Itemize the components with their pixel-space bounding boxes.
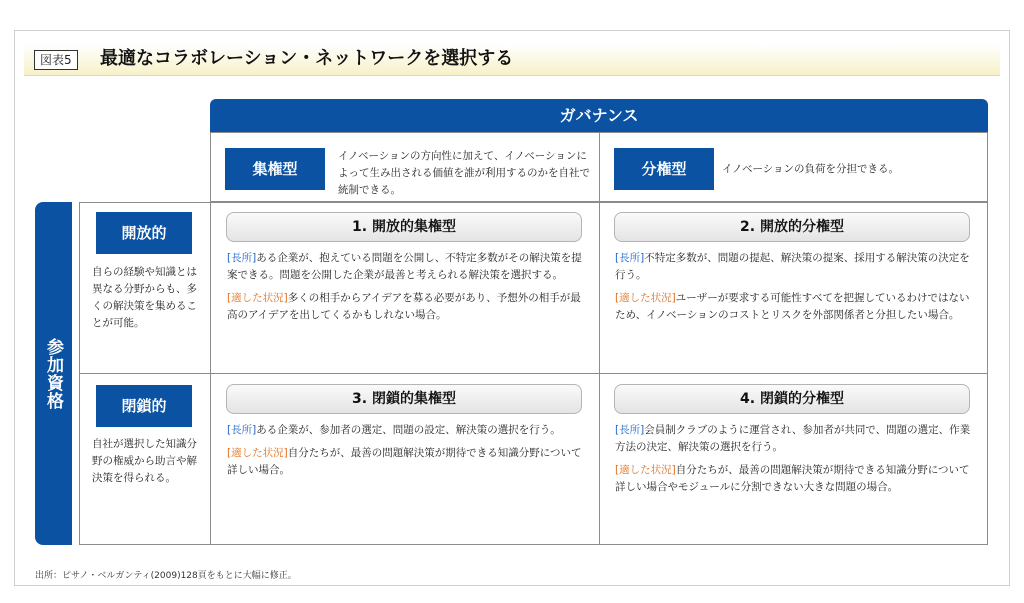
pro-text: ある企業が、抱えている問題を公開し、不特定多数がその解決策を提案できる。問題を公開した企業が最善と考えられる解決策を選択する。 [227, 252, 582, 281]
column-desc-decentralized: イノベーションの負荷を分担できる。 [722, 163, 900, 175]
fit-text: 自分たちが、最善の問題解決策が期待できる知識分野について詳しい場合やモジュールに分割できない大きな問題の場合。 [615, 464, 970, 493]
pro-text: ある企業が、参加者の選定、問題の設定、解決策の選択を行う。 [256, 424, 561, 436]
source-note: 出所：ピサノ・ベルガンティ(2009)128頁をもとに大幅に修正。 [35, 571, 297, 581]
quadrant-title: 4. 閉鎖的分権型 [614, 384, 970, 414]
quadrant-body [615, 250, 975, 330]
pro-label: [長所] [615, 424, 645, 436]
quadrant-title: 1. 開放的集権型 [226, 212, 582, 242]
fit-text: 多くの相手からアイデアを募る必要があり、予想外の相手が最高のアイデアを出してくるかもしれない場合。 [227, 292, 581, 321]
pro-label: [長所] [227, 252, 257, 264]
row-tag-open: 開放的 [96, 212, 192, 254]
quadrant-title: 2. 開放的分権型 [614, 212, 970, 242]
quadrant-body [227, 422, 587, 485]
row-desc-open: 自らの経験や知識とは異なる分野からも、多くの解決策を集めることが可能。 [92, 266, 197, 329]
pro-text: 不特定多数が、問題の提起、解決策の提案、採用する解決策の決定を行う。 [615, 252, 970, 281]
row-tag-closed: 閉鎖的 [96, 385, 192, 427]
pro-text: 会員制クラブのように運営され、参加者が共同で、問題の選定、作業方法の決定、解決策の選択を行う。 [615, 424, 971, 453]
column-desc-centralized: イノベーションの方向性に加えて、イノベーションによって生み出される価値を誰が利用するのかを自社で統制できる。 [338, 150, 590, 196]
quadrant-body [227, 250, 587, 330]
fit-text: 自分たちが、最善の問題解決策が期待できる知識分野について詳しい場合。 [227, 447, 582, 476]
fit-text: ユーザーが要求する可能性すべてを把握しているわけではないため、イノベーションのコストとリスクを外部関係者と分担したい場合。 [615, 292, 970, 321]
fit-label: [適した状況] [615, 292, 676, 304]
column-tag-centralized: 集権型 [225, 148, 325, 190]
participation-label [35, 202, 72, 545]
column-tag-decentralized: 分権型 [614, 148, 714, 190]
quadrant-body [615, 422, 975, 502]
quadrant-title: 3. 閉鎖的集権型 [226, 384, 582, 414]
figure-title: 最適なコラボレーション・ネットワークを選択する [100, 48, 514, 69]
pro-label: [長所] [615, 252, 645, 264]
fit-label: [適した状況] [615, 464, 676, 476]
pro-label: [長所] [227, 424, 257, 436]
row-desc-closed: 自社が選択した知識分野の権威から助言や解決策を得られる。 [92, 438, 197, 484]
governance-header: ガバナンス [210, 99, 988, 132]
participation-label-text: 参加資格 [43, 337, 63, 410]
fit-label: [適した状況] [227, 447, 288, 459]
fit-label: [適した状況] [227, 292, 288, 304]
figure-label: 図表5 [34, 50, 78, 70]
